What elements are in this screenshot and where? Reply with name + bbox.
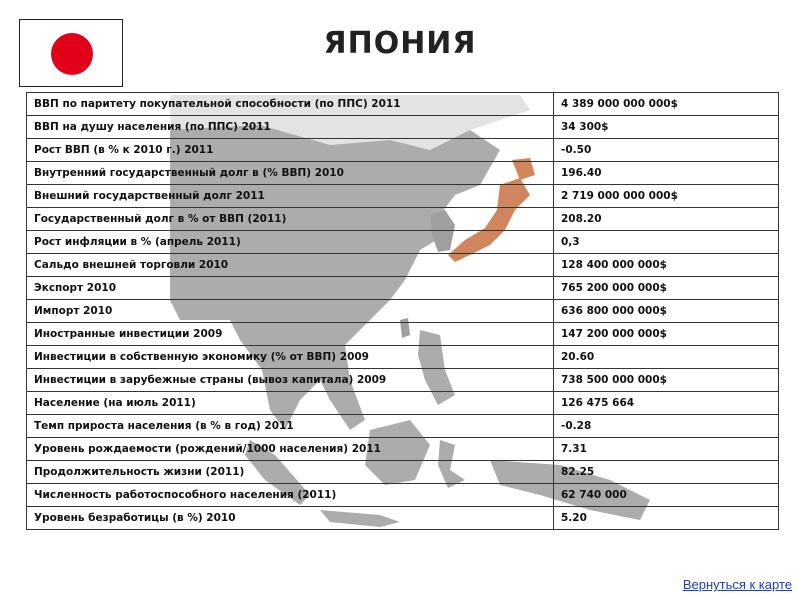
stat-value: 82.25 [554,461,779,484]
table-row [27,93,779,116]
stat-label: Продолжительность жизни (2011) [27,461,554,484]
stat-label: Уровень безработицы (в %) 2010 [27,507,554,530]
stat-value: 208.20 [554,208,779,231]
stat-label: Инвестиции в собственную экономику (% от ВВП) 2009 [27,346,554,369]
stat-label: Темп прироста населения (в % в год) 2011 [27,415,554,438]
stat-label: Уровень рождаемости (рождений/1000 населения) 2011 [27,438,554,461]
stat-label: Инвестиции в зарубежные страны (вывоз капитала) 2009 [27,369,554,392]
stat-value: 196.40 [554,162,779,185]
stat-label: Государственный долг в % от ВВП (2011) [27,208,554,231]
table-row [27,484,779,507]
table-row [27,323,779,346]
page-title: ЯПОНИЯ [323,26,477,61]
stat-label: Численность работоспособного населения (2011) [27,484,554,507]
statistics-table-body [27,93,779,530]
table-row [27,162,779,185]
stat-label: ВВП на душу населения (по ППС) 2011 [27,116,554,139]
table-row [27,254,779,277]
stat-label: ВВП по паритету покупательной способности (по ППС) 2011 [27,93,554,116]
japan-flag [19,19,123,87]
stat-label: Население (на июль 2011) [27,392,554,415]
table-row [27,139,779,162]
stat-value: 0,3 [554,231,779,254]
stat-label: Внутренний государственный долг в (% ВВП) 2010 [27,162,554,185]
table-row [27,461,779,484]
stat-value: 126 475 664 [554,392,779,415]
table-row [27,415,779,438]
stat-label: Сальдо внешней торговли 2010 [27,254,554,277]
table-row [27,208,779,231]
table-row [27,507,779,530]
stat-label: Экспорт 2010 [27,277,554,300]
stat-label: Импорт 2010 [27,300,554,323]
stat-value: 147 200 000 000$ [554,323,779,346]
stat-label: Иностранные инвестиции 2009 [27,323,554,346]
stat-value: 636 800 000 000$ [554,300,779,323]
stat-value: 738 500 000 000$ [554,369,779,392]
stat-label: Рост инфляции в % (апрель 2011) [27,231,554,254]
table-row [27,185,779,208]
table-row [27,231,779,254]
table-row [27,277,779,300]
back-to-map-link[interactable]: Вернуться к карте [682,577,792,592]
stat-value: 20.60 [554,346,779,369]
stat-value: 7.31 [554,438,779,461]
stat-value: 765 200 000 000$ [554,277,779,300]
table-row [27,346,779,369]
stat-value: -0.28 [554,415,779,438]
table-row [27,438,779,461]
stat-value: 128 400 000 000$ [554,254,779,277]
stat-value: -0.50 [554,139,779,162]
stat-value: 2 719 000 000 000$ [554,185,779,208]
stat-label: Рост ВВП (в % к 2010 г.) 2011 [27,139,554,162]
stat-value: 4 389 000 000 000$ [554,93,779,116]
stat-value: 5.20 [554,507,779,530]
stat-value: 34 300$ [554,116,779,139]
stat-value: 62 740 000 [554,484,779,507]
table-row [27,392,779,415]
table-row [27,300,779,323]
table-row [27,116,779,139]
stat-label: Внешний государственный долг 2011 [27,185,554,208]
flag-sun-disc [51,33,93,75]
table-row [27,369,779,392]
statistics-table [26,92,779,530]
